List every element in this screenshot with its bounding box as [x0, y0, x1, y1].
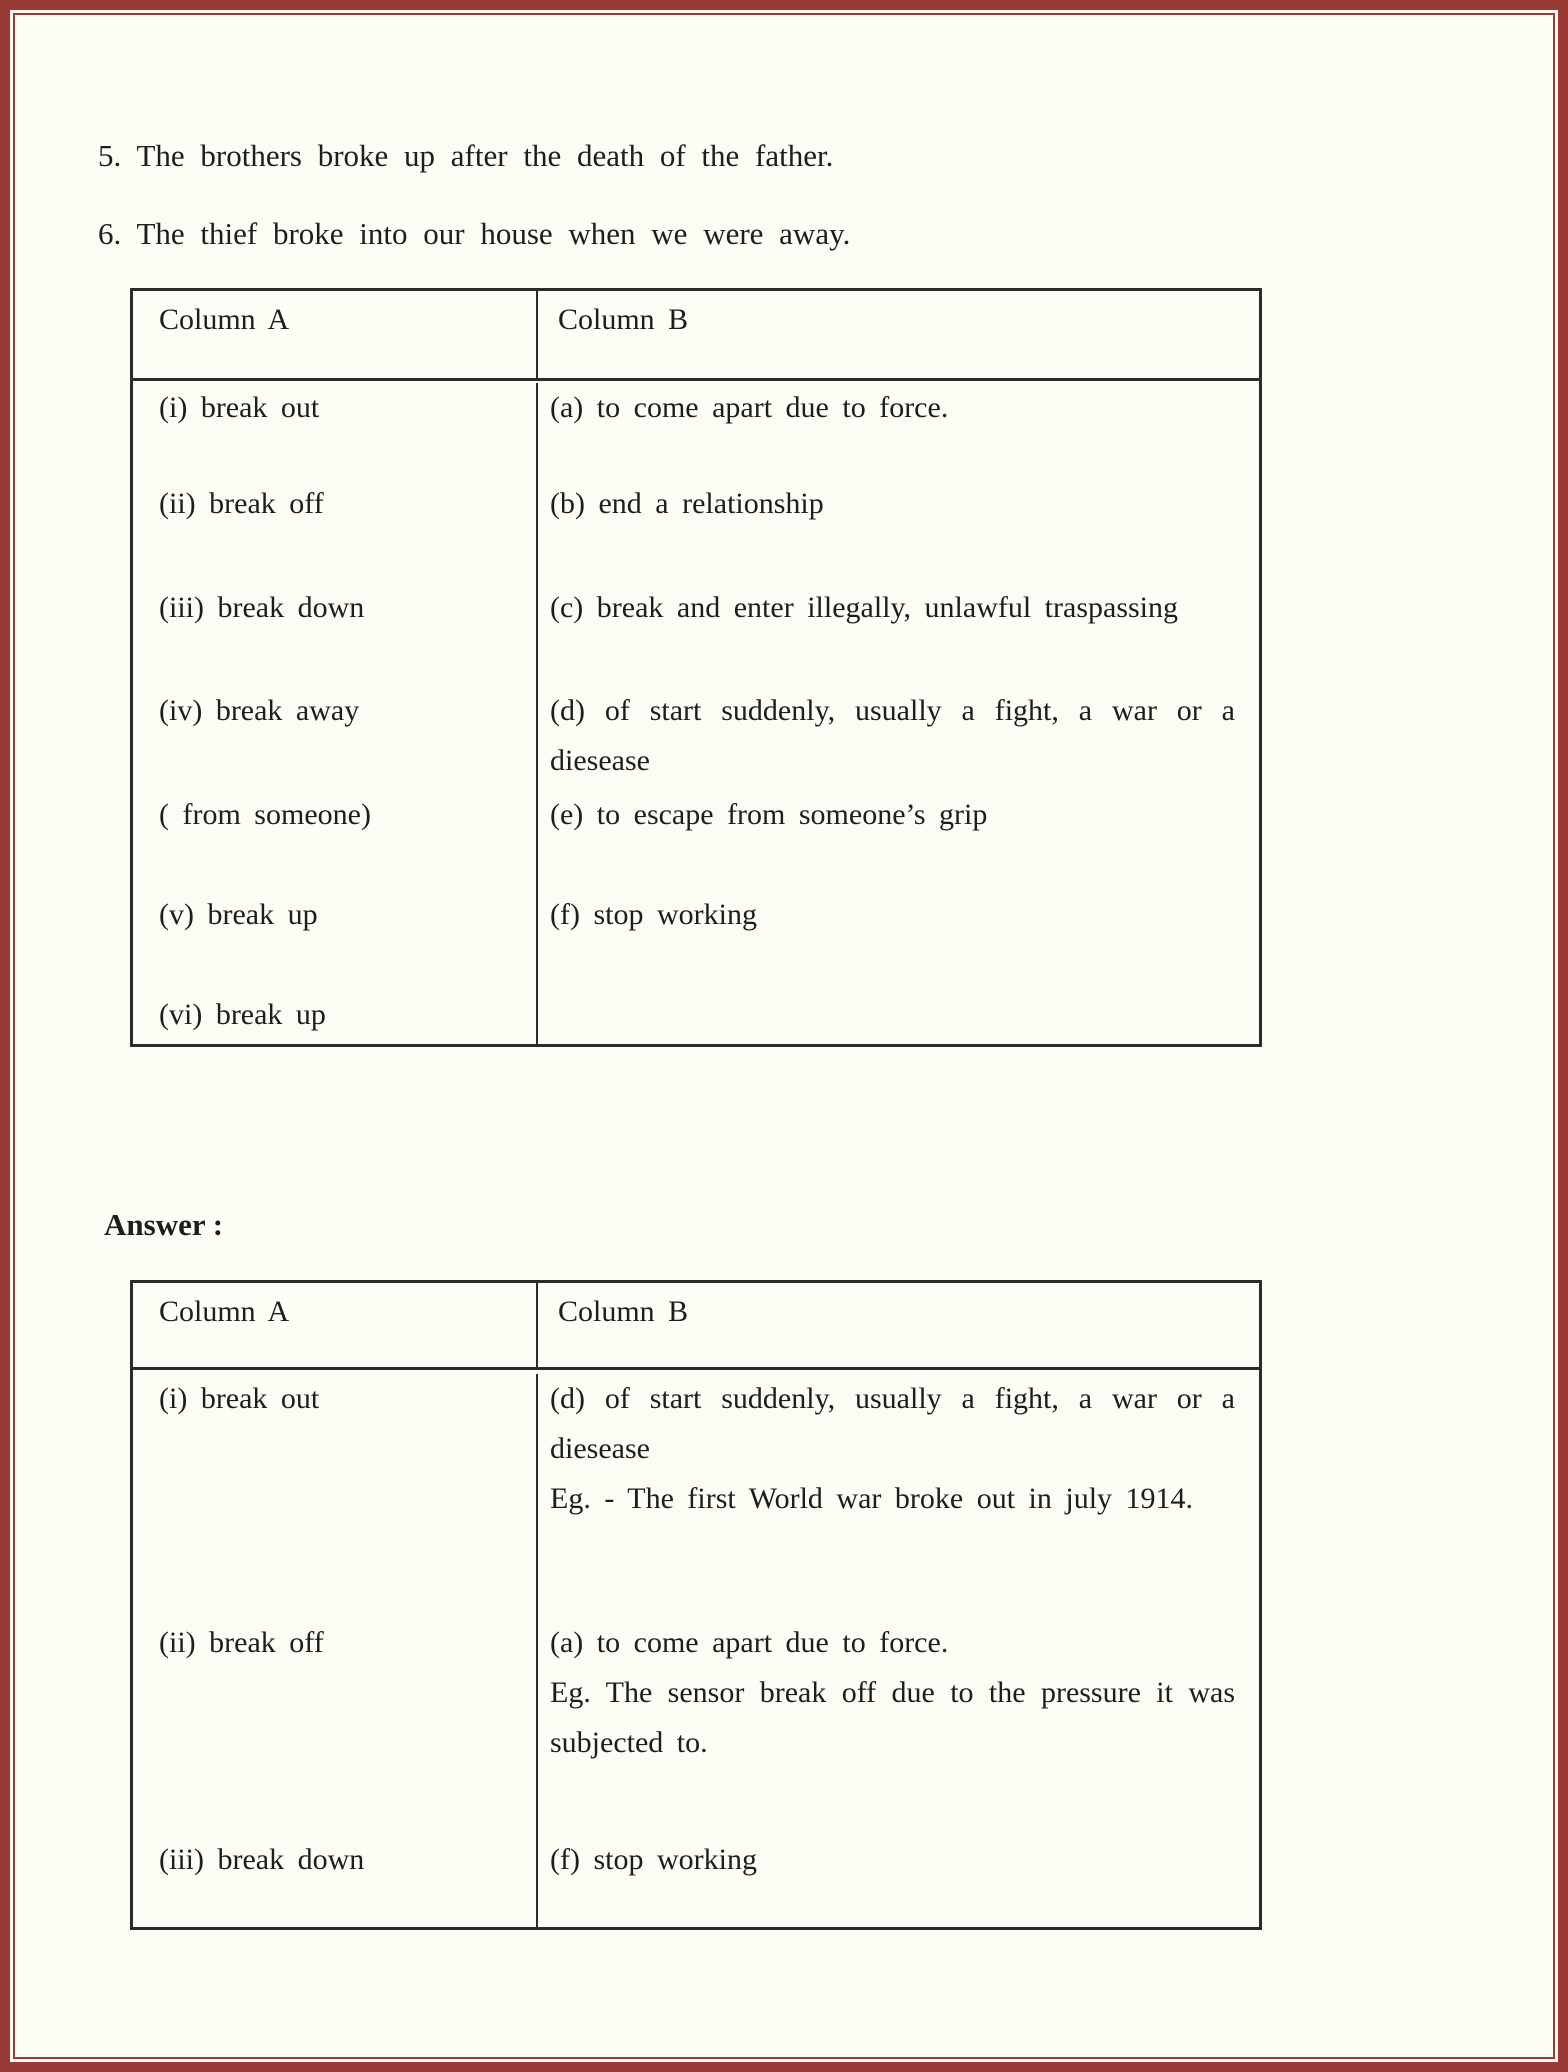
sentence-6: 6. The thief broke into our house when we were away.	[98, 216, 851, 251]
column-b-item	[538, 1374, 1259, 1618]
column-b-item: (d) of start suddenly, usually a fight, a war or a diesease	[550, 694, 1235, 777]
column-b-item: (e) to escape from someone’s grip	[550, 798, 988, 831]
question-table	[130, 288, 1262, 1047]
column-a-item: (iii) break down	[133, 583, 538, 686]
column-b-item: (c) break and enter illegally, unlawful traspassing	[550, 591, 1179, 624]
answer-table	[130, 1280, 1262, 1930]
column-a-item: (i) break out	[133, 1374, 538, 1618]
definition-text: (f) stop working	[550, 1843, 757, 1876]
question-table-column-b-header: Column B	[558, 303, 689, 336]
column-a-item: (v) break up	[133, 890, 538, 990]
question-table-column-a-header: Column A	[133, 291, 538, 378]
column-b-item	[538, 990, 1259, 1044]
table-row	[133, 479, 1259, 583]
table-row	[133, 990, 1259, 1044]
column-a-item: (ii) break off	[133, 479, 538, 583]
column-b-item: (a) to come apart due to force.	[550, 391, 949, 424]
column-b-item: (b) end a relationship	[550, 487, 824, 520]
table-row	[133, 1835, 1259, 1927]
column-a-item: ( from someone)	[133, 790, 538, 890]
table-row	[133, 383, 1259, 479]
answer-heading: Answer :	[104, 1207, 224, 1242]
column-a-item: (vi) break up	[133, 990, 538, 1044]
table-row	[133, 890, 1259, 990]
table-row	[133, 583, 1259, 686]
question-table-header-row	[133, 291, 1259, 381]
definition-text: (a) to come apart due to force.	[550, 1626, 949, 1659]
column-a-item: (i) break out	[133, 383, 538, 479]
answer-table-column-a-header: Column A	[133, 1283, 538, 1367]
column-b-item	[538, 1835, 1259, 1927]
table-row	[133, 1618, 1259, 1835]
answer-table-header-row	[133, 1283, 1259, 1370]
table-row	[133, 1374, 1259, 1618]
answer-table-column-b-header: Column B	[558, 1295, 689, 1328]
column-b-item	[538, 1618, 1259, 1835]
column-b-item: (f) stop working	[550, 898, 757, 931]
column-a-item: (iii) break down	[133, 1835, 538, 1927]
table-row	[133, 790, 1259, 890]
table-row	[133, 686, 1259, 790]
question-table-body	[133, 381, 1259, 1044]
column-a-item: (iv) break away	[133, 686, 538, 790]
column-a-item: (ii) break off	[133, 1618, 538, 1835]
definition-text: (d) of start suddenly, usually a fight, a war or a diesease	[550, 1382, 1235, 1465]
example-text: Eg. The sensor break off due to the pressure it was subjected to.	[550, 1676, 1235, 1759]
answer-table-body	[133, 1370, 1259, 1927]
example-text: Eg. - The first World war broke out in july 1914.	[550, 1482, 1194, 1515]
sentence-5: 5. The brothers broke up after the death of the father.	[98, 138, 834, 173]
